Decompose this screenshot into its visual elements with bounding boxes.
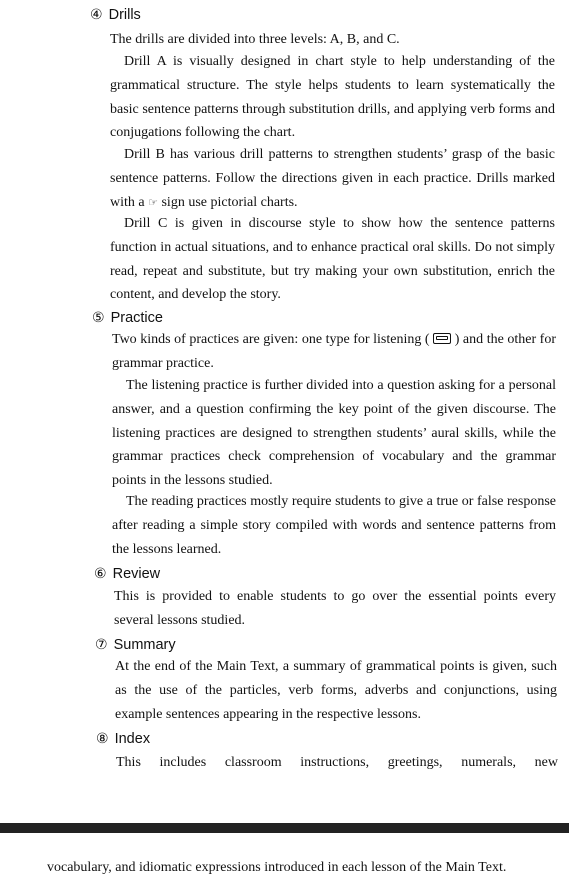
drill-c-text: Drill C is given in discourse style to show how the sentence patterns function in actual situations, and to enhance practical oral skills. Do not simply read, repeat and substitute, but try making your own substitution, enrich the content, and develop the story. [110,216,555,303]
drill-c-paragraph [110,212,555,307]
continuation-text: vocabulary, and idiomatic expressions introduced in each lesson of the Main Text. [47,860,507,875]
practice-paragraph-1 [112,328,556,376]
index-paragraph [116,751,558,775]
summary-paragraph [115,655,557,726]
section-heading-practice [92,308,163,328]
practice-p1-text: Two kinds of practices are given: one type for listening ( [112,332,430,347]
practice-paragraph-3 [112,490,556,561]
practice-p1-text-end: ) and the other for grammar practice. [112,332,557,371]
section-heading-index [96,729,150,749]
section-title: Index [114,731,151,747]
section-title: Practice [110,310,163,326]
pointing-hand-icon: ☞ [148,195,158,209]
drill-b-text: Drill B has various drill patterns to strengthen students’ grasp of the basic sentence patterns. Follow the directions given in each practice. Drills marked with a [110,147,555,210]
review-paragraph [114,585,556,633]
drills-intro-text: The drills are divided into three levels: A, B, and C. [110,32,400,47]
practice-p2-text: The listening practice is further divided into a question asking for a personal answer, and a question confirming the key point of the given discourse. The listening practices are designed to strengthen students’ aural skills, while the grammar practices check comprehension of vocabulary and the grammar points in the lessons studied. [112,378,556,489]
practice-paragraph-2 [112,374,556,493]
drills-intro [110,28,555,52]
summary-text: At the end of the Main Text, a summary of grammatical points is given, such as the use of the particles, verb forms, adverbs and conjunctions, using example sentences appearing in the respective lessons. [115,659,557,722]
section-title: Drills [108,7,141,23]
section-number: ⑦ [95,637,108,653]
index-text: This includes classroom instructions, greetings, numerals, new [116,755,558,770]
drill-a-paragraph [110,50,555,145]
drill-b-paragraph [110,143,555,214]
drill-a-text: Drill A is visually designed in chart style to help understanding of the grammatical structure. The style helps students to learn systematically the basic sentence patterns through substitution drills, and applying verb forms and conjugations following the chart. [110,54,555,141]
page-divider [0,823,569,833]
cassette-tape-icon [433,333,451,344]
section-heading-drills [90,5,141,25]
section-title: Summary [113,637,176,653]
drill-b-text-end: sign use pictorial charts. [161,194,298,210]
section-number: ⑥ [94,566,107,582]
section-number: ④ [90,7,103,23]
section-number: ⑤ [92,310,105,326]
section-number: ⑧ [96,731,109,747]
practice-p3-text: The reading practices mostly require students to give a true or false response after reading a simple story compiled with words and sentence patterns from the lessons learned. [112,494,556,557]
review-text: This is provided to enable students to go over the essential points every several lessons studied. [114,589,556,628]
section-heading-summary [95,635,176,655]
section-title: Review [112,566,161,582]
continuation-paragraph [47,856,547,879]
section-heading-review [94,564,160,584]
